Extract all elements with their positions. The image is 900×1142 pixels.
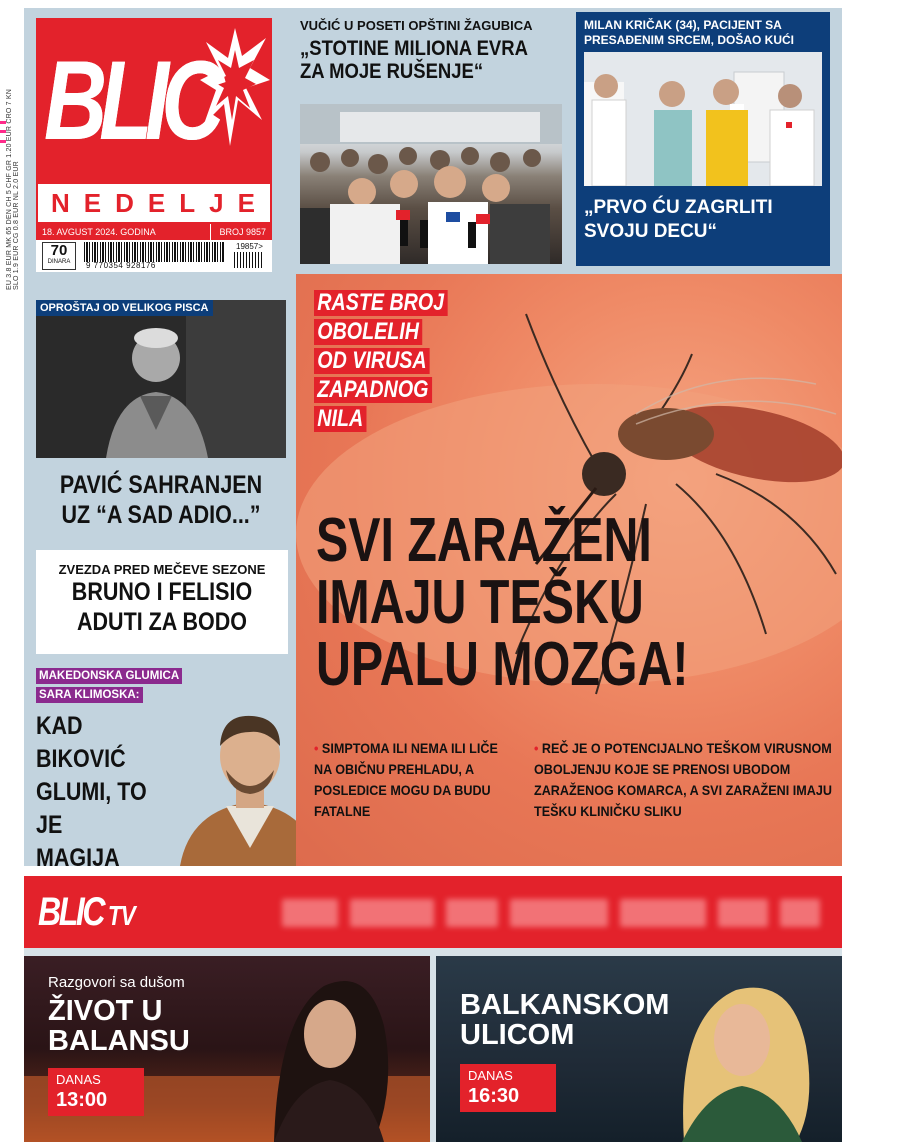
blur-block	[446, 899, 498, 927]
story-headline	[584, 196, 824, 244]
story-vucic[interactable]	[300, 18, 562, 268]
blic-tv-logo[interactable]	[38, 886, 135, 942]
barcode-bars	[84, 242, 224, 262]
hospital-photo	[584, 52, 822, 186]
hospital-illustration	[584, 52, 822, 186]
crowd-photo	[300, 104, 562, 264]
spine-prices: EU 3.8 EUR MK 65 DEN CH 5 CHF GR 1.20 EUR CRO 7 KN SLO 1.9 EUR CG 0.8 EUR NL 2.0 EUR	[6, 89, 20, 290]
headline-line: BRUNO I FELISIO	[71, 578, 253, 606]
masthead	[36, 18, 272, 272]
headline-line: ZA MOJE RUŠENJE“	[300, 60, 484, 83]
story-zvezda[interactable]	[36, 550, 288, 654]
show-time: 16:30	[468, 1085, 520, 1107]
story-headline	[36, 710, 148, 875]
main-story[interactable]	[296, 274, 842, 866]
story-pavic-photo[interactable]	[36, 300, 286, 458]
story-transplant[interactable]	[576, 12, 830, 266]
main-kicker	[314, 290, 477, 435]
title-line: BALKANSKOM	[460, 989, 670, 1021]
barcode-addon: 19857>	[236, 242, 263, 251]
kicker-line: OD VIRUSA	[314, 348, 430, 374]
headline-line: KAD	[36, 712, 83, 740]
headline-line: BIKOVIĆ	[36, 745, 126, 773]
blurred-text	[282, 896, 830, 930]
story-kicker	[36, 687, 143, 703]
title-line: BALANSU	[48, 1025, 190, 1057]
bullet-text: SIMPTOMA ILI NEMA ILI LIČE NA OBIČNU PREHLADU, A POSLEDICE MOGU DA BUDU FATALNE	[314, 740, 498, 819]
tv-logo-suffix: TV	[107, 900, 135, 931]
barcode-digits: 9 770354 928176	[86, 261, 156, 270]
issue-date: 18. AVGUST 2024. GODINA	[42, 227, 156, 237]
headline-line: „PRVO ĆU ZAGRLITI	[584, 197, 773, 218]
headline-line: SVI ZARAŽENI	[316, 506, 652, 575]
story-kicker: ZVEZDA PRED MEČEVE SEZONE	[58, 562, 266, 577]
price-value: 70	[50, 242, 68, 259]
blur-block	[510, 899, 608, 927]
story-klimoska[interactable]	[36, 666, 326, 872]
price-currency: DINARA	[47, 259, 71, 265]
kicker-line: NILA	[314, 406, 366, 432]
tv-show-zivot-u-balansu[interactable]	[24, 956, 430, 1142]
issue-row	[36, 224, 272, 240]
blur-block	[620, 899, 706, 927]
blur-block	[718, 899, 768, 927]
show-title	[460, 990, 669, 1050]
edition-label: NEDELJE	[36, 184, 272, 224]
kicker-line: MAKEDONSKA GLUMICA	[39, 670, 180, 682]
title-line: ŽIVOT U	[48, 995, 163, 1027]
kicker-line: ZAPADNOG	[314, 377, 432, 403]
kicker-line: RASTE BROJ	[314, 290, 447, 316]
portrait-illustration	[36, 300, 286, 458]
story-pavic-headline[interactable]	[54, 470, 269, 530]
issue-number: BROJ 9857	[210, 224, 266, 240]
bullet-item	[534, 738, 840, 822]
tv-show-balkanskom-ulicom[interactable]	[436, 956, 842, 1142]
barcode-addon-bars	[234, 252, 264, 268]
blur-block	[780, 899, 820, 927]
show-time: 13:00	[56, 1089, 108, 1111]
logo-wordmark: BLIC	[44, 38, 217, 163]
headline-line: UZ “A SAD ADIO...”	[61, 501, 261, 529]
blur-block	[282, 899, 338, 927]
story-kicker: VUČIĆ U POSETI OPŠTINI ŽAGUBICA	[300, 18, 533, 33]
headline-line: IMAJU TEŠKU	[316, 568, 644, 637]
crowd-illustration	[300, 104, 562, 264]
story-kicker: MILAN KRIČAK (34), PACIJENT SA PRESAĐENIM SRCEM, DOŠAO KUĆI	[584, 18, 795, 47]
bullet-text: REČ JE O POTENCIJALNO TEŠKOM VIRUSNOM OBOLJENJU KOJE SE PRENOSI UBODOM ZARAŽENOG KOMARCA, A SVI ZARAŽENI IMAJU TEŠKU KLINIČKU SLIKU	[534, 740, 832, 819]
show-day: DANAS	[468, 1068, 513, 1083]
kicker-line: OBOLELIH	[314, 319, 422, 345]
story-kicker	[36, 668, 182, 684]
show-day: DANAS	[56, 1072, 101, 1087]
story-headline	[54, 577, 271, 637]
show-time-badge	[48, 1068, 144, 1116]
main-bullets	[308, 738, 838, 838]
show-subtitle: Razgovori sa dušom	[48, 974, 185, 991]
blic-logo[interactable]	[36, 18, 272, 184]
headline-line: JE MAGIJA	[36, 811, 120, 872]
headline-line: UPALU MOZGA!	[316, 630, 689, 699]
story-kicker: OPROŠTAJ OD VELIKOG PISCA	[36, 300, 213, 316]
headline-line: „STOTINE MILIONA EVRA	[300, 37, 528, 60]
bullet-dot-icon: •	[534, 740, 542, 756]
front-page-area	[24, 8, 842, 872]
barcode	[84, 242, 266, 270]
tv-header	[24, 876, 842, 948]
title-line: ULICOM	[460, 1019, 575, 1051]
show-time-badge	[460, 1064, 556, 1112]
price-box	[42, 242, 76, 270]
tv-logo-text: BLIC	[38, 890, 104, 934]
headline-line: GLUMI, TO	[36, 778, 147, 806]
headline-line: PAVIĆ SAHRANJEN	[59, 471, 263, 499]
headline-line: ADUTI ZA BODO	[76, 608, 247, 636]
blic-tv-band	[24, 876, 842, 1142]
blur-block	[350, 899, 434, 927]
story-headline	[300, 37, 531, 83]
bullet-dot-icon: •	[314, 740, 322, 756]
show-title	[48, 996, 190, 1056]
headline-line: SVOJU DECU“	[584, 221, 718, 242]
bullet-item	[314, 738, 512, 822]
kicker-line: SARA KLIMOSKA:	[39, 689, 140, 701]
main-headline	[316, 506, 722, 699]
